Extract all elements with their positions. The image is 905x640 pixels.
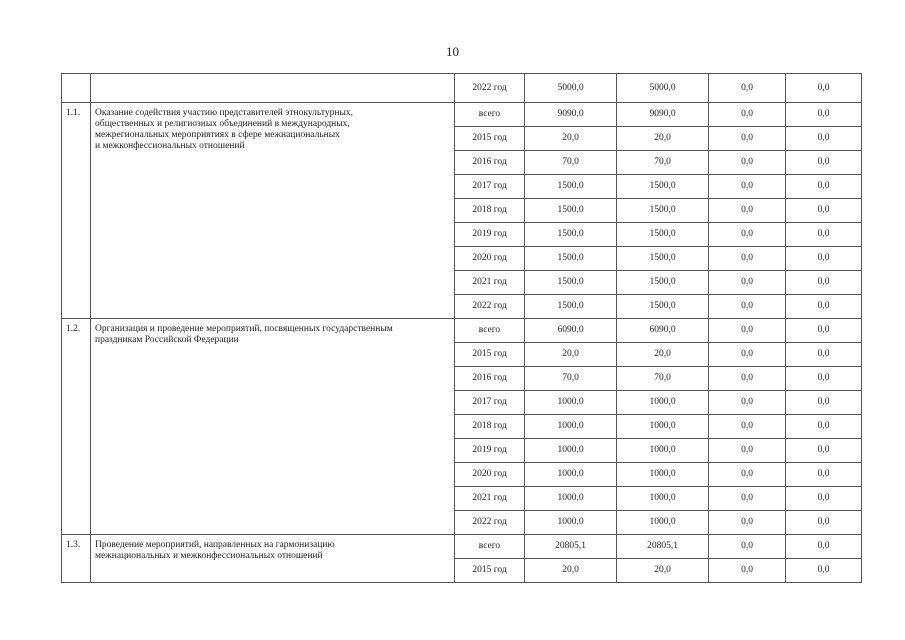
item-description-line: Организация и проведение мероприятий, посвященных государственным: [95, 324, 393, 334]
value-col3-cell: 0,0: [709, 463, 786, 487]
year-cell: 2020 год: [455, 247, 525, 271]
value-col4-cell: 0,0: [786, 415, 862, 439]
budget-amount-cell: 1000,0: [617, 463, 709, 487]
item-number: 1.3.: [62, 535, 91, 583]
total-amount-cell: 20805,1: [525, 535, 617, 559]
year-cell: всего: [455, 535, 525, 559]
item-description-line: и межконфессиональных отношений: [95, 141, 245, 151]
year-cell: 2019 год: [455, 439, 525, 463]
item-number: 1.2.: [62, 319, 91, 535]
table-row: [62, 74, 862, 103]
value-col4-cell: 0,0: [786, 151, 862, 175]
item-description: [91, 319, 455, 535]
item-description-line: Проведение мероприятий, направленных на гармонизацию: [95, 540, 335, 550]
value-col3-cell: 0,0: [709, 175, 786, 199]
budget-amount-cell: 1000,0: [617, 415, 709, 439]
value-col4-cell: 0,0: [786, 199, 862, 223]
value-col3-cell: 0,0: [709, 391, 786, 415]
value-col4-cell: 0,0: [786, 103, 862, 127]
value-col4-cell: 0,0: [786, 463, 862, 487]
table-row: [62, 103, 862, 127]
total-amount-cell: 1000,0: [525, 391, 617, 415]
year-cell: 2019 год: [455, 223, 525, 247]
value-col3-cell: 0,0: [709, 103, 786, 127]
value-col3-cell: 0,0: [709, 367, 786, 391]
total-amount-cell: 1000,0: [525, 463, 617, 487]
value-col4-cell: 0,0: [786, 175, 862, 199]
budget-amount-cell: 1000,0: [617, 511, 709, 535]
year-cell: 2021 год: [455, 271, 525, 295]
budget-amount-cell: 1500,0: [617, 199, 709, 223]
year-cell: 2022 год: [455, 74, 525, 103]
total-amount-cell: 1500,0: [525, 175, 617, 199]
value-col3-cell: 0,0: [709, 511, 786, 535]
total-amount-cell: 1000,0: [525, 487, 617, 511]
year-cell: 2018 год: [455, 415, 525, 439]
item-description-line: межрегиональных мероприятиях в сфере межнациональных: [95, 130, 340, 140]
budget-amount-cell: 1000,0: [617, 487, 709, 511]
total-amount-cell: 70,0: [525, 367, 617, 391]
value-col3-cell: 0,0: [709, 127, 786, 151]
year-cell: всего: [455, 319, 525, 343]
value-col4-cell: 0,0: [786, 559, 862, 583]
year-cell: 2021 год: [455, 487, 525, 511]
item-number-cell: [62, 74, 91, 103]
value-col4-cell: 0,0: [786, 247, 862, 271]
year-cell: 2015 год: [455, 343, 525, 367]
total-amount-cell: 20,0: [525, 127, 617, 151]
item-description-line: общественных и религиозных объединений в международных,: [95, 119, 350, 129]
total-amount-cell: 1500,0: [525, 199, 617, 223]
value-col4-cell: 0,0: [786, 319, 862, 343]
year-cell: 2020 год: [455, 463, 525, 487]
value-col3-cell: 0,0: [709, 439, 786, 463]
value-col4-cell: 0,0: [786, 511, 862, 535]
value-col4-cell: 0,0: [786, 391, 862, 415]
year-cell: 2015 год: [455, 559, 525, 583]
value-col3-cell: 0,0: [709, 295, 786, 319]
value-col3-cell: 0,0: [709, 271, 786, 295]
budget-amount-cell: 20,0: [617, 127, 709, 151]
total-amount-cell: 1500,0: [525, 223, 617, 247]
budget-amount-cell: 20805,1: [617, 535, 709, 559]
year-cell: 2015 год: [455, 127, 525, 151]
year-cell: 2022 год: [455, 295, 525, 319]
total-amount-cell: 1000,0: [525, 439, 617, 463]
item-description-line: Оказание содействия участию представителей этнокультурных,: [95, 108, 353, 118]
budget-table: [61, 73, 862, 583]
value-col4-cell: 0,0: [786, 367, 862, 391]
value-col3-cell: 0,0: [709, 74, 786, 103]
budget-amount-cell: 1000,0: [617, 439, 709, 463]
item-description: [91, 535, 455, 583]
value-col3-cell: 0,0: [709, 487, 786, 511]
value-col3-cell: 0,0: [709, 247, 786, 271]
budget-amount-cell: 70,0: [617, 151, 709, 175]
budget-amount-cell: 70,0: [617, 367, 709, 391]
total-amount-cell: 1000,0: [525, 511, 617, 535]
value-col3-cell: 0,0: [709, 415, 786, 439]
budget-amount-cell: 1500,0: [617, 247, 709, 271]
budget-amount-cell: 1500,0: [617, 175, 709, 199]
value-col4-cell: 0,0: [786, 487, 862, 511]
year-cell: всего: [455, 103, 525, 127]
total-amount-cell: 5000,0: [525, 74, 617, 103]
budget-amount-cell: 9090,0: [617, 103, 709, 127]
value-col3-cell: 0,0: [709, 223, 786, 247]
value-col4-cell: 0,0: [786, 295, 862, 319]
year-cell: 2016 год: [455, 151, 525, 175]
value-col4-cell: 0,0: [786, 439, 862, 463]
budget-amount-cell: 1000,0: [617, 391, 709, 415]
value-col3-cell: 0,0: [709, 559, 786, 583]
budget-amount-cell: 20,0: [617, 343, 709, 367]
value-col4-cell: 0,0: [786, 535, 862, 559]
total-amount-cell: 1500,0: [525, 271, 617, 295]
budget-amount-cell: 5000,0: [617, 74, 709, 103]
total-amount-cell: 20,0: [525, 343, 617, 367]
value-col4-cell: 0,0: [786, 271, 862, 295]
item-description-line: праздникам Российской Федерации: [95, 335, 239, 345]
year-cell: 2022 год: [455, 511, 525, 535]
budget-amount-cell: 1500,0: [617, 223, 709, 247]
table-row: [62, 319, 862, 343]
budget-amount-cell: 1500,0: [617, 271, 709, 295]
total-amount-cell: 6090,0: [525, 319, 617, 343]
total-amount-cell: 1500,0: [525, 247, 617, 271]
value-col4-cell: 0,0: [786, 127, 862, 151]
value-col4-cell: 0,0: [786, 223, 862, 247]
year-cell: 2017 год: [455, 391, 525, 415]
item-description-cell: [91, 74, 455, 103]
table-row: [62, 535, 862, 559]
budget-amount-cell: 6090,0: [617, 319, 709, 343]
page-number: 10: [446, 44, 459, 59]
value-col4-cell: 0,0: [786, 343, 862, 367]
value-col3-cell: 0,0: [709, 151, 786, 175]
budget-amount-cell: 1500,0: [617, 295, 709, 319]
year-cell: 2016 год: [455, 367, 525, 391]
total-amount-cell: 9090,0: [525, 103, 617, 127]
total-amount-cell: 1500,0: [525, 295, 617, 319]
year-cell: 2017 год: [455, 175, 525, 199]
item-description: [91, 103, 455, 319]
budget-amount-cell: 20,0: [617, 559, 709, 583]
value-col3-cell: 0,0: [709, 343, 786, 367]
value-col4-cell: 0,0: [786, 74, 862, 103]
value-col3-cell: 0,0: [709, 199, 786, 223]
total-amount-cell: 20,0: [525, 559, 617, 583]
year-cell: 2018 год: [455, 199, 525, 223]
total-amount-cell: 1000,0: [525, 415, 617, 439]
item-description-line: межнациональных и межконфессиональных отношений: [95, 551, 323, 561]
item-number: 1.1.: [62, 103, 91, 319]
value-col3-cell: 0,0: [709, 319, 786, 343]
value-col3-cell: 0,0: [709, 535, 786, 559]
total-amount-cell: 70,0: [525, 151, 617, 175]
